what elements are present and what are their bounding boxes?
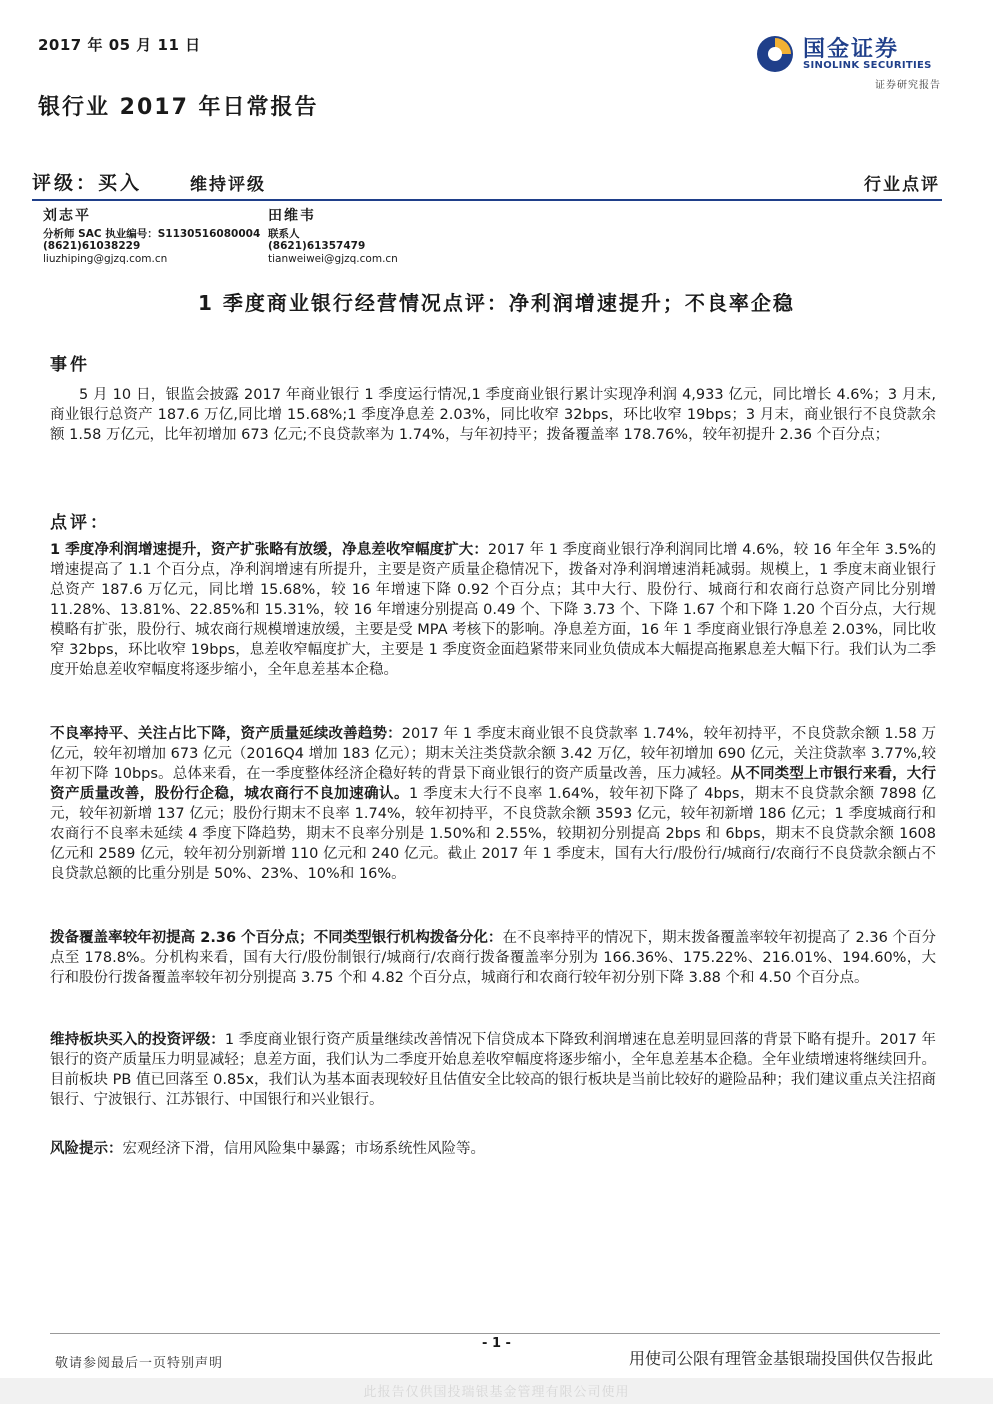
report-title: 银行业 2017 年日常报告 bbox=[38, 95, 319, 120]
paragraph-lead: 维持板块买入的投资评级： bbox=[50, 1032, 225, 1048]
analyst-phone: (8621)61038229 bbox=[43, 240, 141, 252]
analyst-email[interactable]: tianweiwei@gjzq.com.cn bbox=[268, 252, 398, 265]
logo-en-text: SINOLINK SECURITIES bbox=[803, 60, 932, 71]
footer-usage-note: 用使司公限有理管金基银瑞投国供仅告报此 bbox=[628, 1349, 933, 1368]
sinolink-logo-icon bbox=[755, 34, 795, 74]
logo-cn-text: 国金证券 bbox=[803, 37, 900, 62]
analyst-card-2 bbox=[268, 210, 398, 265]
page-number: - 1 - bbox=[482, 1336, 511, 1351]
analyst-name: 田维韦 bbox=[268, 208, 316, 224]
comment-paragraph-2 bbox=[50, 724, 936, 884]
risk-paragraph bbox=[50, 1139, 936, 1159]
footer-divider bbox=[50, 1333, 940, 1334]
header-divider bbox=[32, 199, 942, 201]
event-heading: 事件 bbox=[50, 355, 90, 375]
analyst-card-1 bbox=[43, 210, 260, 265]
analyst-email[interactable]: liuzhiping@gjzq.com.cn bbox=[43, 252, 168, 265]
analyst-role: 联系人 bbox=[268, 227, 300, 240]
paragraph-lead-2: 从不同类型上市银行来看，大行资产质量改善，股份行企稳，城农商行不良加速确认。 bbox=[50, 766, 936, 802]
paragraph-body: 2017 年 1 季度末商业银不良贷款率 1.74%，较年初持平，不良贷款余额 1.58 万亿元，较年初增加 673 亿元（2016Q4 增加 183 亿元）；期末关注类贷款余额 3.42 万亿，较年初增加 690 亿元，关注贷款率 3.77%,较年初下降 10bps。总体来看，在一季度整体经济企稳好转的背景下商业银行的资产质量改善，压力减轻。 bbox=[50, 726, 936, 782]
document-headline: 1 季度商业银行经营情况点评：净利润增速提升；不良率企稳 bbox=[198, 291, 795, 315]
analyst-sac: 分析师 SAC 执业编号：S1130516080004 bbox=[43, 227, 261, 240]
logo-sub-text: 证券研究报告 bbox=[875, 80, 941, 91]
rating-maintain: 维持评级 bbox=[190, 175, 266, 195]
comment-heading: 点评： bbox=[50, 513, 110, 533]
company-logo bbox=[753, 32, 943, 102]
rating-bar bbox=[32, 168, 942, 196]
paragraph-body: 在不良率持平的情况下，期末拨备覆盖率较年初提高了 2.36 个百分点至 178.8%。分机构来看，国有大行/股份制银行/城商行/农商行拨备覆盖率分别为 166.36%、175.22%、216.01%、194.60%，大行和股份行拨备覆盖率较年初分别提高 3.75 个和 4.82 个百分点，城商行和农商行较年初分别下降 3.88 个和 4.50 个百分点。 bbox=[50, 930, 936, 986]
paragraph-body: 宏观经济下滑，信用风险集中暴露；市场系统性风险等。 bbox=[122, 1141, 485, 1157]
paragraph-body: 1 季度商业银行资产质量继续改善情况下信贷成本下降致利润增速在息差明显回落的背景下略有提升。2017 年银行的资产质量压力明显减轻；息差方面，我们认为二季度开始息差收窄幅度将逐步缩小，全年息差基本企稳。全年业绩增速将继续回升。目前板块 PB 值已回落至 0.85x，我们认为基本面表现较好且估值安全比较高的银行板块是当前比较好的避险品种；我们建议重点关注招商银行、宁波银行、江苏银行、中国银行和兴业银行。 bbox=[50, 1032, 936, 1108]
analyst-name: 刘志平 bbox=[43, 208, 91, 224]
comment-paragraph-1 bbox=[50, 540, 936, 680]
report-category: 行业点评 bbox=[864, 175, 940, 195]
paragraph-body: 2017 年 1 季度商业银行净利润同比增 4.6%，较 16 年全年 3.5%的增速提高了 1.1 个百分点，净利润增速有所提升，主要是资产质量企稳情况下，拨备对净利润增速消耗减弱。规模上，1 季度末商业银行总资产 187.6 万亿元，同比增 15.68%，较 16 年增速下降 0.92 个百分点；其中大行、股份行、城商行和农商行总资产同比分别增 11.28%、13.81%、22.85%和 15.31%，较 16 年增速分别提高 0.49 个、下降 3.73 个、下降 1.67 个和下降 1.20 个百分点，大行规模略有扩张，股份行、城农商行规模增速放缓，主要是受 MPA 考核下的影响。净息差方面，16 年 1 季度商业银行净息差 2.03%，同比收窄 32bps，环比收窄 19bps，息差收窄幅度扩大，主要是 1 季度资金面趋紧带来同业负债成本大幅提高拖累息差大幅下行。我们认为二季度开始息差收窄幅度将逐步缩小，全年息差基本企稳。 bbox=[50, 542, 936, 678]
comment-paragraph-3 bbox=[50, 928, 936, 988]
rating-label: 评级：买入 bbox=[32, 172, 143, 194]
event-paragraph: 5 月 10 日，银监会披露 2017 年商业银行 1 季度运行情况,1 季度商业银行累计实现净利润 4,933 亿元，同比增长 4.6%；3 月末,商业银行总资产 187.6 万亿,同比增 15.68%;1 季度净息差 2.03%，同比收窄 32bps，环比收窄 19bps；3 月末，商业银行不良贷款余额 1.58 万亿元，比年初增加 673 亿元;不良贷款率为 1.74%，与年初持平；拨备覆盖率 178.76%，较年初提升 2.36 个百分点； bbox=[50, 387, 936, 443]
analyst-phone: (8621)61357479 bbox=[268, 240, 366, 252]
paragraph-body-2: 1 季度末大行不良率 1.64%，较年初下降了 4bps，期末不良贷款余额 7898 亿元，较年初新增 137 亿元；股份行期末不良率 1.74%，较年初持平，不良贷款余额 3593 亿元，较年初新增 186 亿元；1 季度城商行和农商行不良率未延续 4 季度下降趋势，期末不良率分别是 1.50%和 2.55%，较期初分别提高 2bps 和 6bps，期末不良贷款余额 1608 亿元和 2589 亿元，较年初分别新增 110 亿元和 240 亿元。截止 2017 年 1 季度末，国有大行/股份行/城商行/农商行不良贷款余额占不良贷款总额的比重分别是 50%、23%、10%和 16%。 bbox=[50, 786, 937, 882]
paragraph-lead: 拨备覆盖率较年初提高 2.36 个百分点；不同类型银行机构拨备分化： bbox=[50, 930, 503, 946]
paragraph-lead: 风险提示： bbox=[50, 1141, 123, 1157]
footer-disclaimer: 敬请参阅最后一页特别声明 bbox=[55, 1356, 224, 1371]
paragraph-lead: 不良率持平、关注占比下降，资产质量延续改善趋势： bbox=[50, 726, 402, 742]
watermark-text: 此报告仅供国投瑞银基金管理有限公司使用 bbox=[363, 1385, 630, 1400]
comment-paragraph-4 bbox=[50, 1030, 936, 1110]
paragraph-lead: 1 季度净利润增速提升，资产扩张略有放缓，净息差收窄幅度扩大： bbox=[50, 542, 488, 558]
report-date: 2017 年 05 月 11 日 bbox=[38, 36, 201, 54]
